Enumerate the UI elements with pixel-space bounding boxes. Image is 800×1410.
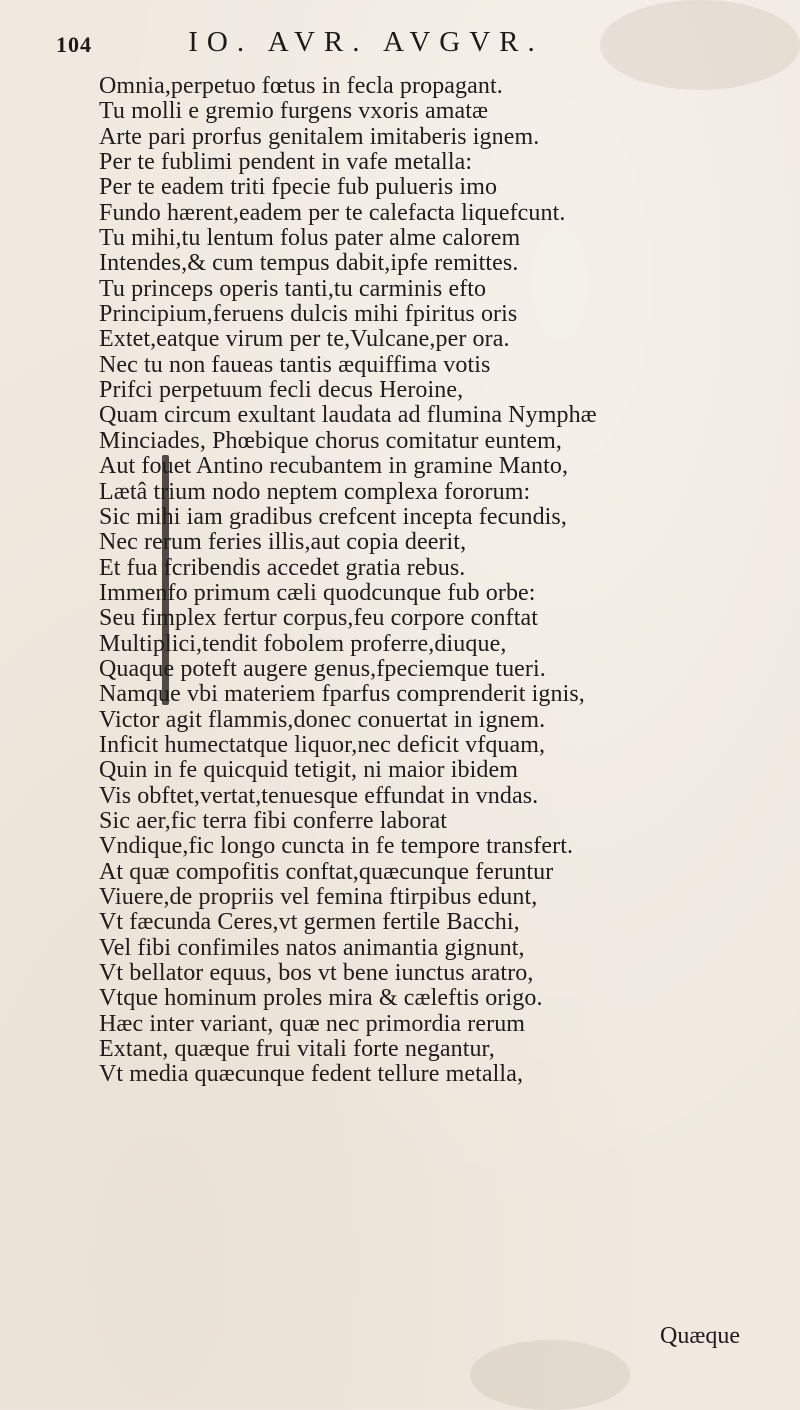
text-line: Vt fæcunda Ceres,vt germen fertile Bacchi, bbox=[99, 909, 520, 936]
text-line: Tu mihi,tu lentum folus pater alme calorem bbox=[99, 225, 521, 252]
text-line: Vel fibi confimiles natos animantia gignunt, bbox=[99, 934, 525, 961]
running-title: IO. AVR. AVGVR. bbox=[188, 26, 544, 58]
text-line: Tu molli e gremio furgens vxoris amatæ bbox=[99, 98, 489, 125]
text-line: Extant, quæque frui vitali forte negantur, bbox=[99, 1036, 495, 1063]
text-line: Hæc inter variant, quæ nec primordia rerum bbox=[99, 1010, 526, 1037]
text-line: Per te eadem triti fpecie fub pulueris imo bbox=[99, 174, 498, 201]
text-line: Per te fublimi pendent in vafe metalla: bbox=[99, 149, 473, 176]
catchword: Quæque bbox=[660, 1323, 740, 1349]
text-line: Extet,eatque virum per te,Vulcane,per ora. bbox=[99, 326, 510, 353]
text-line: Nec tu non faueas tantis æquiffima votis bbox=[99, 351, 491, 378]
text-line: Sic aer,fic terra fibi conferre laborat bbox=[99, 807, 448, 834]
text-line: Vt bellator equus, bos vt bene iunctus aratro, bbox=[99, 960, 534, 987]
text-line: Principium,feruens dulcis mihi fpiritus oris bbox=[99, 301, 518, 328]
text-line: Aut fouet Antino recubantem in gramine Manto, bbox=[99, 453, 569, 480]
text-line: Immenfo primum cæli quodcunque fub orbe: bbox=[99, 579, 536, 606]
text-line: Sic mihi iam gradibus crefcent incepta fecundis, bbox=[99, 503, 567, 530]
paper-stain bbox=[470, 1340, 630, 1410]
text-line: Vtque hominum proles mira & cæleftis origo. bbox=[99, 985, 543, 1012]
text-line: Arte pari prorfus genitalem imitaberis ignem. bbox=[99, 123, 540, 150]
text-line: Seu fimplex fertur corpus,feu corpore conftat bbox=[99, 605, 538, 632]
text-line: Vt media quæcunque fedent tellure metalla, bbox=[99, 1061, 524, 1088]
text-line: Viuere,de propriis vel femina ftirpibus edunt, bbox=[99, 884, 538, 910]
text-line: Quam circum exultant laudata ad flumina Nymphæ bbox=[99, 402, 597, 429]
text-line: Namque vbi materiem fparfus comprenderit ignis, bbox=[99, 681, 585, 708]
text-line: Inficit humectatque liquor,nec deficit vfquam, bbox=[99, 731, 546, 758]
running-head bbox=[56, 26, 716, 66]
text-line: Quaque poteft augere genus,fpeciemque tueri. bbox=[99, 655, 546, 682]
text-line: Prifci perpetuum fecli decus Heroine, bbox=[99, 377, 464, 404]
text-line: Multiplici,tendit fobolem proferre,diuque, bbox=[99, 630, 507, 657]
text-line: Minciades, Phœbique chorus comitatur euntem, bbox=[99, 427, 562, 454]
text-line: Tu princeps operis tanti,tu carminis efto bbox=[99, 275, 487, 302]
text-line: At quæ compofitis conftat,quæcunque feruntur bbox=[99, 858, 554, 885]
text-line: Vis obftet,vertat,tenuesque effundat in vndas. bbox=[99, 782, 539, 809]
text-line: Intendes,& cum tempus dabit,ipfe remittes. bbox=[99, 250, 519, 277]
text-line: Nec rerum feries illis,aut copia deerit, bbox=[99, 529, 467, 556]
text-line: Quin in fe quicquid tetigit, ni maior ibidem bbox=[99, 757, 518, 784]
text-line: Lætâ trium nodo neptem complexa fororum: bbox=[99, 478, 531, 505]
text-line: Vndique,fic longo cuncta in fe tempore transfert. bbox=[99, 833, 574, 860]
text-line: Fundo hærent,eadem per te calefacta liquefcunt. bbox=[99, 199, 566, 226]
text-line: Et fua fcribendis accedet gratia rebus. bbox=[99, 554, 466, 581]
text-line: Victor agit flammis,donec conuertat in ignem. bbox=[99, 706, 546, 733]
text-line: Omnia,perpetuo fœtus in fecla propagant. bbox=[99, 73, 503, 99]
poem-text bbox=[99, 74, 779, 1088]
page-number: 104 bbox=[56, 32, 92, 57]
